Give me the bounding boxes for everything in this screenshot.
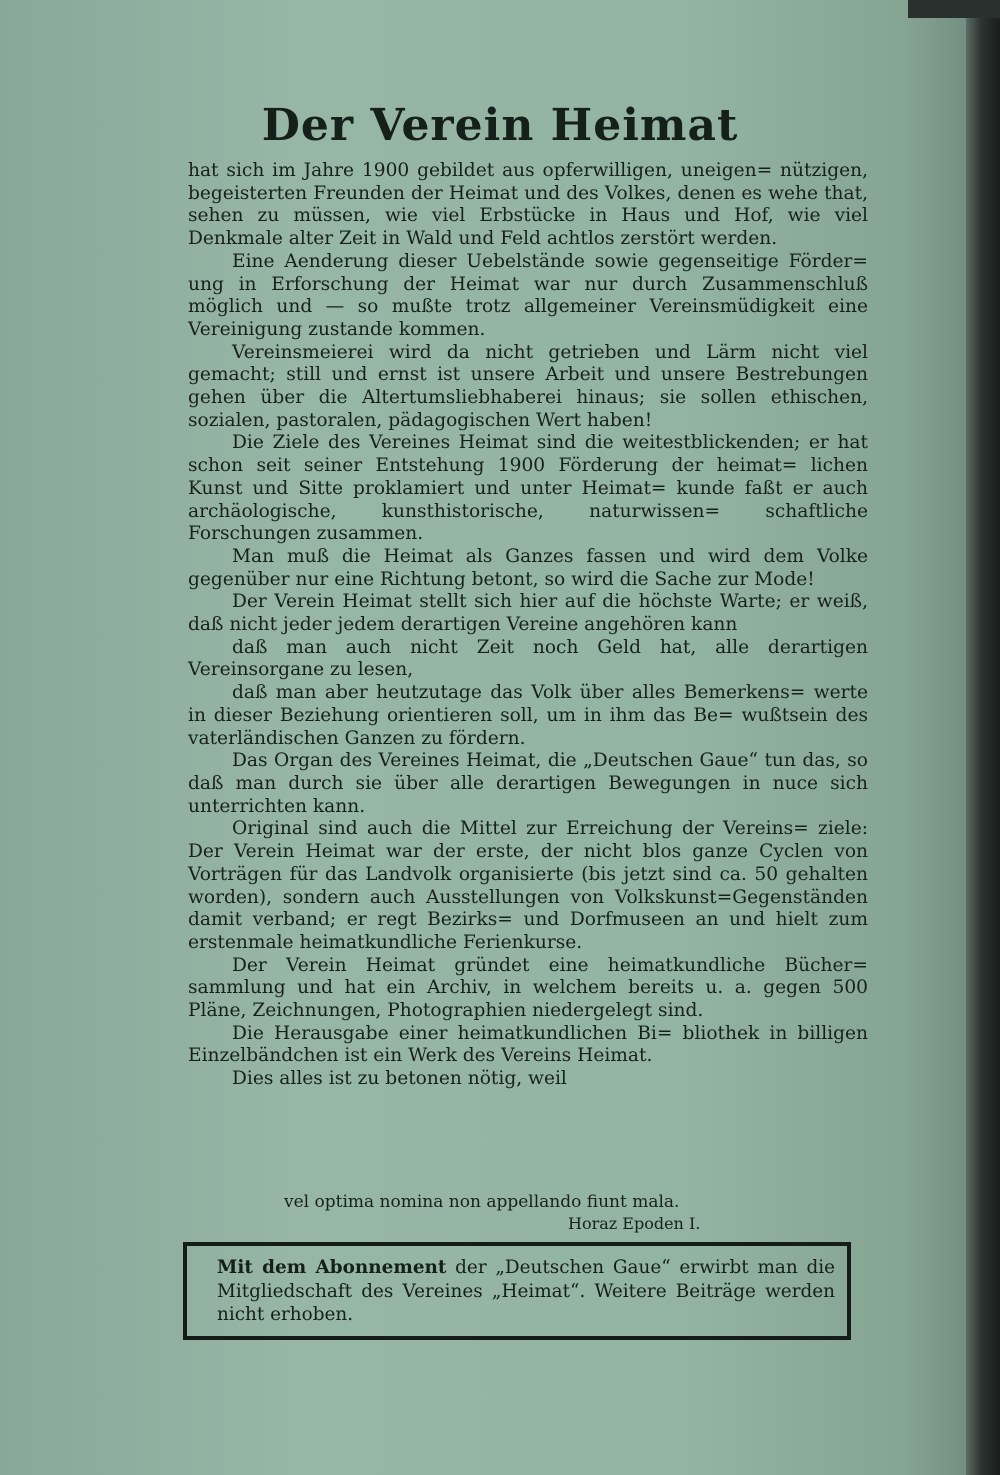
- paragraph: Die Ziele des Vereines Heimat sind die weitestblickenden; er hat schon seit seiner Entstehung 1900 Förderung der heimat= lichen Kunst und Sitte proklamiert und unter Heimat= kunde faßt er auch archäologische, kunsthistorische, naturwissen= schaftliche Forschungen zusammen.: [188, 432, 868, 545]
- latin-quote: vel optima nomina non appellando fiunt mala.: [284, 1192, 680, 1212]
- paragraph: Der Verein Heimat stellt sich hier auf die höchste Warte; er weiß, daß nicht jeder jedem derartigen Vereine angehören kann: [188, 591, 868, 636]
- paragraph: Eine Aenderung dieser Uebelstände sowie gegenseitige Förder= ung in Erforschung der Heimat war nur durch Zusammenschluß möglich und — so mußte trotz allgemeiner Vereinsmüdigkeit eine Vereinigung zustande kommen.: [188, 250, 868, 340]
- paragraph: daß man aber heutzutage das Volk über alles Bemerkens= werte in dieser Beziehung orientieren soll, um in ihm das Be= wußtsein des vaterländischen Ganzen zu fördern.: [188, 682, 868, 749]
- notice-text: der „Deutschen Gaue“ erwirbt man die Mitgliedschaft des Vereines „Heimat“. Weitere Beiträge werden nicht erhoben.: [217, 1257, 836, 1325]
- notice-lead: Mit dem Abonnement: [217, 1257, 447, 1278]
- paragraph: daß man auch nicht Zeit noch Geld hat, alle derartigen Vereinsorgane zu lesen,: [188, 636, 868, 681]
- paragraph: Das Organ des Vereines Heimat, die „Deutschen Gaue“ tun das, so daß man durch sie über alle derartigen Bewegungen in nuce sich unterrichten kann.: [188, 750, 868, 817]
- paragraph: Der Verein Heimat gründet eine heimatkundliche Bücher= sammlung und hat ein Archiv, in welchem bereits u. a. gegen 500 Pläne, Zeichnungen, Photographien niedergelegt sind.: [188, 954, 868, 1022]
- membership-notice-box: [183, 1242, 851, 1340]
- quote-source: Horaz Epoden I.: [568, 1214, 701, 1233]
- paragraph: Die Herausgabe einer heimatkundlichen Bi= bliothek in billigen Einzelbändchen ist ein Werk des Vereins Heimat.: [188, 1022, 868, 1067]
- paragraph: Original sind auch die Mittel zur Erreichung der Vereins= ziele: Der Verein Heimat war der erste, der nicht blos ganze Cyclen von Vorträgen für das Landvolk organisierte (bis jetzt sind ca. 50 gehalten worden), sondern auch Ausstellungen von Volkskunst=Gegenständen damit verband; er regt Bezirks= und Dorfmuseen an und hielt zum erstenmale heimatkundliche Ferienkurse.: [188, 818, 868, 953]
- book-edge: [908, 0, 1000, 18]
- paragraph: Dies alles ist zu betonen nötig, weil: [232, 1068, 567, 1090]
- paragraph: Man muß die Heimat als Ganzes fassen und wird dem Volke gegenüber nur eine Richtung betont, so wird die Sache zur Mode!: [188, 545, 868, 590]
- paragraph: Vereinsmeierei wird da nicht getrieben und Lärm nicht viel gemacht; still und ernst ist unsere Arbeit und unsere Bestrebungen gehen über die Altertumsliebhaberei hinaus; sie sollen ethischen, sozialen, pastoralen, pädagogischen Wert haben!: [188, 341, 868, 431]
- page-title: Der Verein Heimat: [261, 100, 739, 151]
- article-body: [188, 160, 868, 1091]
- paragraph: hat sich im Jahre 1900 gebildet aus opferwilligen, uneigen= nützigen, begeisterten Freunden der Heimat und des Volkes, denen es wehe that, sehen zu müssen, wie viel Erbstücke in Haus und Hof, wie viel Denkmale alter Zeit in Wald und Feld achtlos zerstört werden.: [188, 160, 868, 250]
- book-spine: [966, 0, 1000, 1475]
